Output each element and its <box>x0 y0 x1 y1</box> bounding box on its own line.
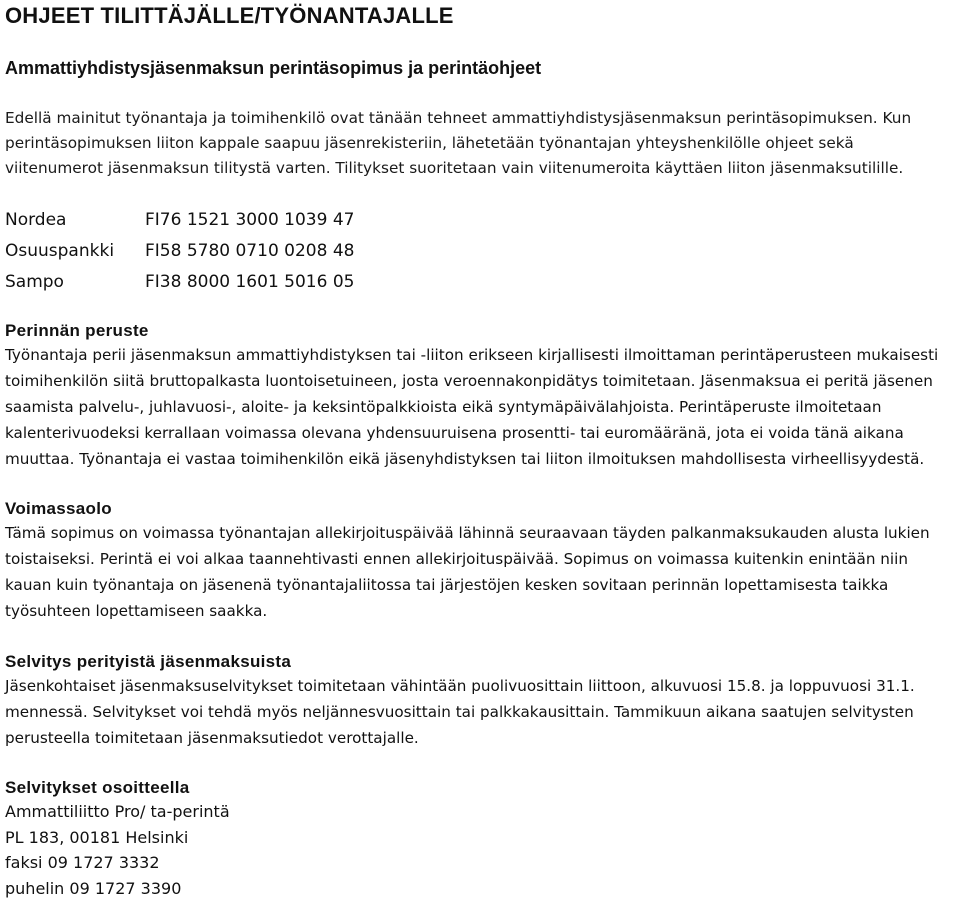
section-perinnan-peruste <box>5 320 957 472</box>
section-selvitys <box>5 651 957 751</box>
bank-name: Osuuspankki <box>5 241 115 261</box>
section-text: Jäsenkohtaiset jäsenmaksuselvitykset toimitetaan vähintään puolivuosittain liittoon, alkuvuosi 15.8. ja loppuvuosi 31.1. mennessä. Selvitykset voi tehdä myös neljännesvuosittain tai palkkakausittain. Tammikuun aikana saatujen selvitysten perusteella toimitetaan jäsenmaksutiedot verottajalle. <box>5 677 915 747</box>
section-voimassaolo <box>5 498 957 624</box>
section-text: Tämä sopimus on voimassa työnantajan allekirjoituspäivää lähinnä seuraavaan täyden palkanmaksukauden alusta lukien toistaiseksi. Perintä ei voi alkaa taannehtivasti ennen allekirjoituspäivää. Sopimus on voimassa kuitenkin enintään niin kauan kuin työnantaja on jäsenenä työnantajaliitossa tai järjestöjen kesken sovitaan perinnän lopettamisesta taikka työsuhteen lopettamiseen saakka. <box>5 524 930 620</box>
bank-name: Sampo <box>5 272 64 292</box>
section-heading: Selvitys perityistä jäsenmaksuista <box>5 652 292 671</box>
account-row <box>5 269 605 300</box>
phone-line: puhelin 09 1727 3390 <box>5 878 182 898</box>
bank-name: Nordea <box>5 210 67 230</box>
page-subtitle: Ammattiyhdistysjäsenmaksun perintäsopimus ja perintäohjeet <box>5 58 542 78</box>
account-row <box>5 238 605 269</box>
account-number: FI38 8000 1601 5016 05 <box>145 272 355 292</box>
section-heading: Selvitykset osoitteella <box>5 778 190 797</box>
section-heading: Perinnän peruste <box>5 321 149 340</box>
bank-accounts <box>5 207 605 300</box>
page-title: OHJEET TILITTÄJÄLLE/TYÖNANTAJALLE <box>5 3 454 28</box>
account-number: FI58 5780 0710 0208 48 <box>145 241 355 261</box>
section-heading: Voimassaolo <box>5 499 112 518</box>
address-line: PL 183, 00181 Helsinki <box>5 827 189 847</box>
account-number: FI76 1521 3000 1039 47 <box>145 210 355 230</box>
account-row <box>5 207 605 238</box>
address-line: Ammattiliitto Pro/ ta-perintä <box>5 802 230 821</box>
fax-line: faksi 09 1727 3332 <box>5 853 160 873</box>
intro-paragraph: Edellä mainitut työnantaja ja toimihenkilö ovat tänään tehneet ammattiyhdistysjäsenmaksun perintäsopimuksen. Kun perintäsopimuksen liiton kappale saapuu jäsenrekisteriin, lähetetään työnantajan yhteyshenkilölle ohjeet sekä viitenumerot jäsenmaksun tilitystä varten. Tilitykset suoritetaan vain viitenumeroita käyttäen liiton jäsenmaksutilille. <box>5 109 912 177</box>
section-osoite <box>5 777 957 901</box>
section-text: Työnantaja perii jäsenmaksun ammattiyhdistyksen tai -liiton erikseen kirjallisesti ilmoittaman perintäperusteen mukaisesti toimihenkilön siitä bruttopalkasta luontoisetuineen, josta veroennakonpidätys toimitetaan. Jäsenmaksua ei peritä jäsenen saamista palvelu-, juhlavuosi-, aloite- ja keksintöpalkkioista eikä syntymäpäivälahjoista. Perintäperuste ilmoitetaan kalenterivuodeksi kerrallaan voimassa olevana yhdensuuruisena prosentti- tai euromääränä, jota ei voida tänä aikana muuttaa. Työnantaja ei vastaa toimihenkilön eikä jäsenyhdistyksen tai liiton ilmoituksen mahdollisesta virheellisyydestä. <box>5 346 939 468</box>
